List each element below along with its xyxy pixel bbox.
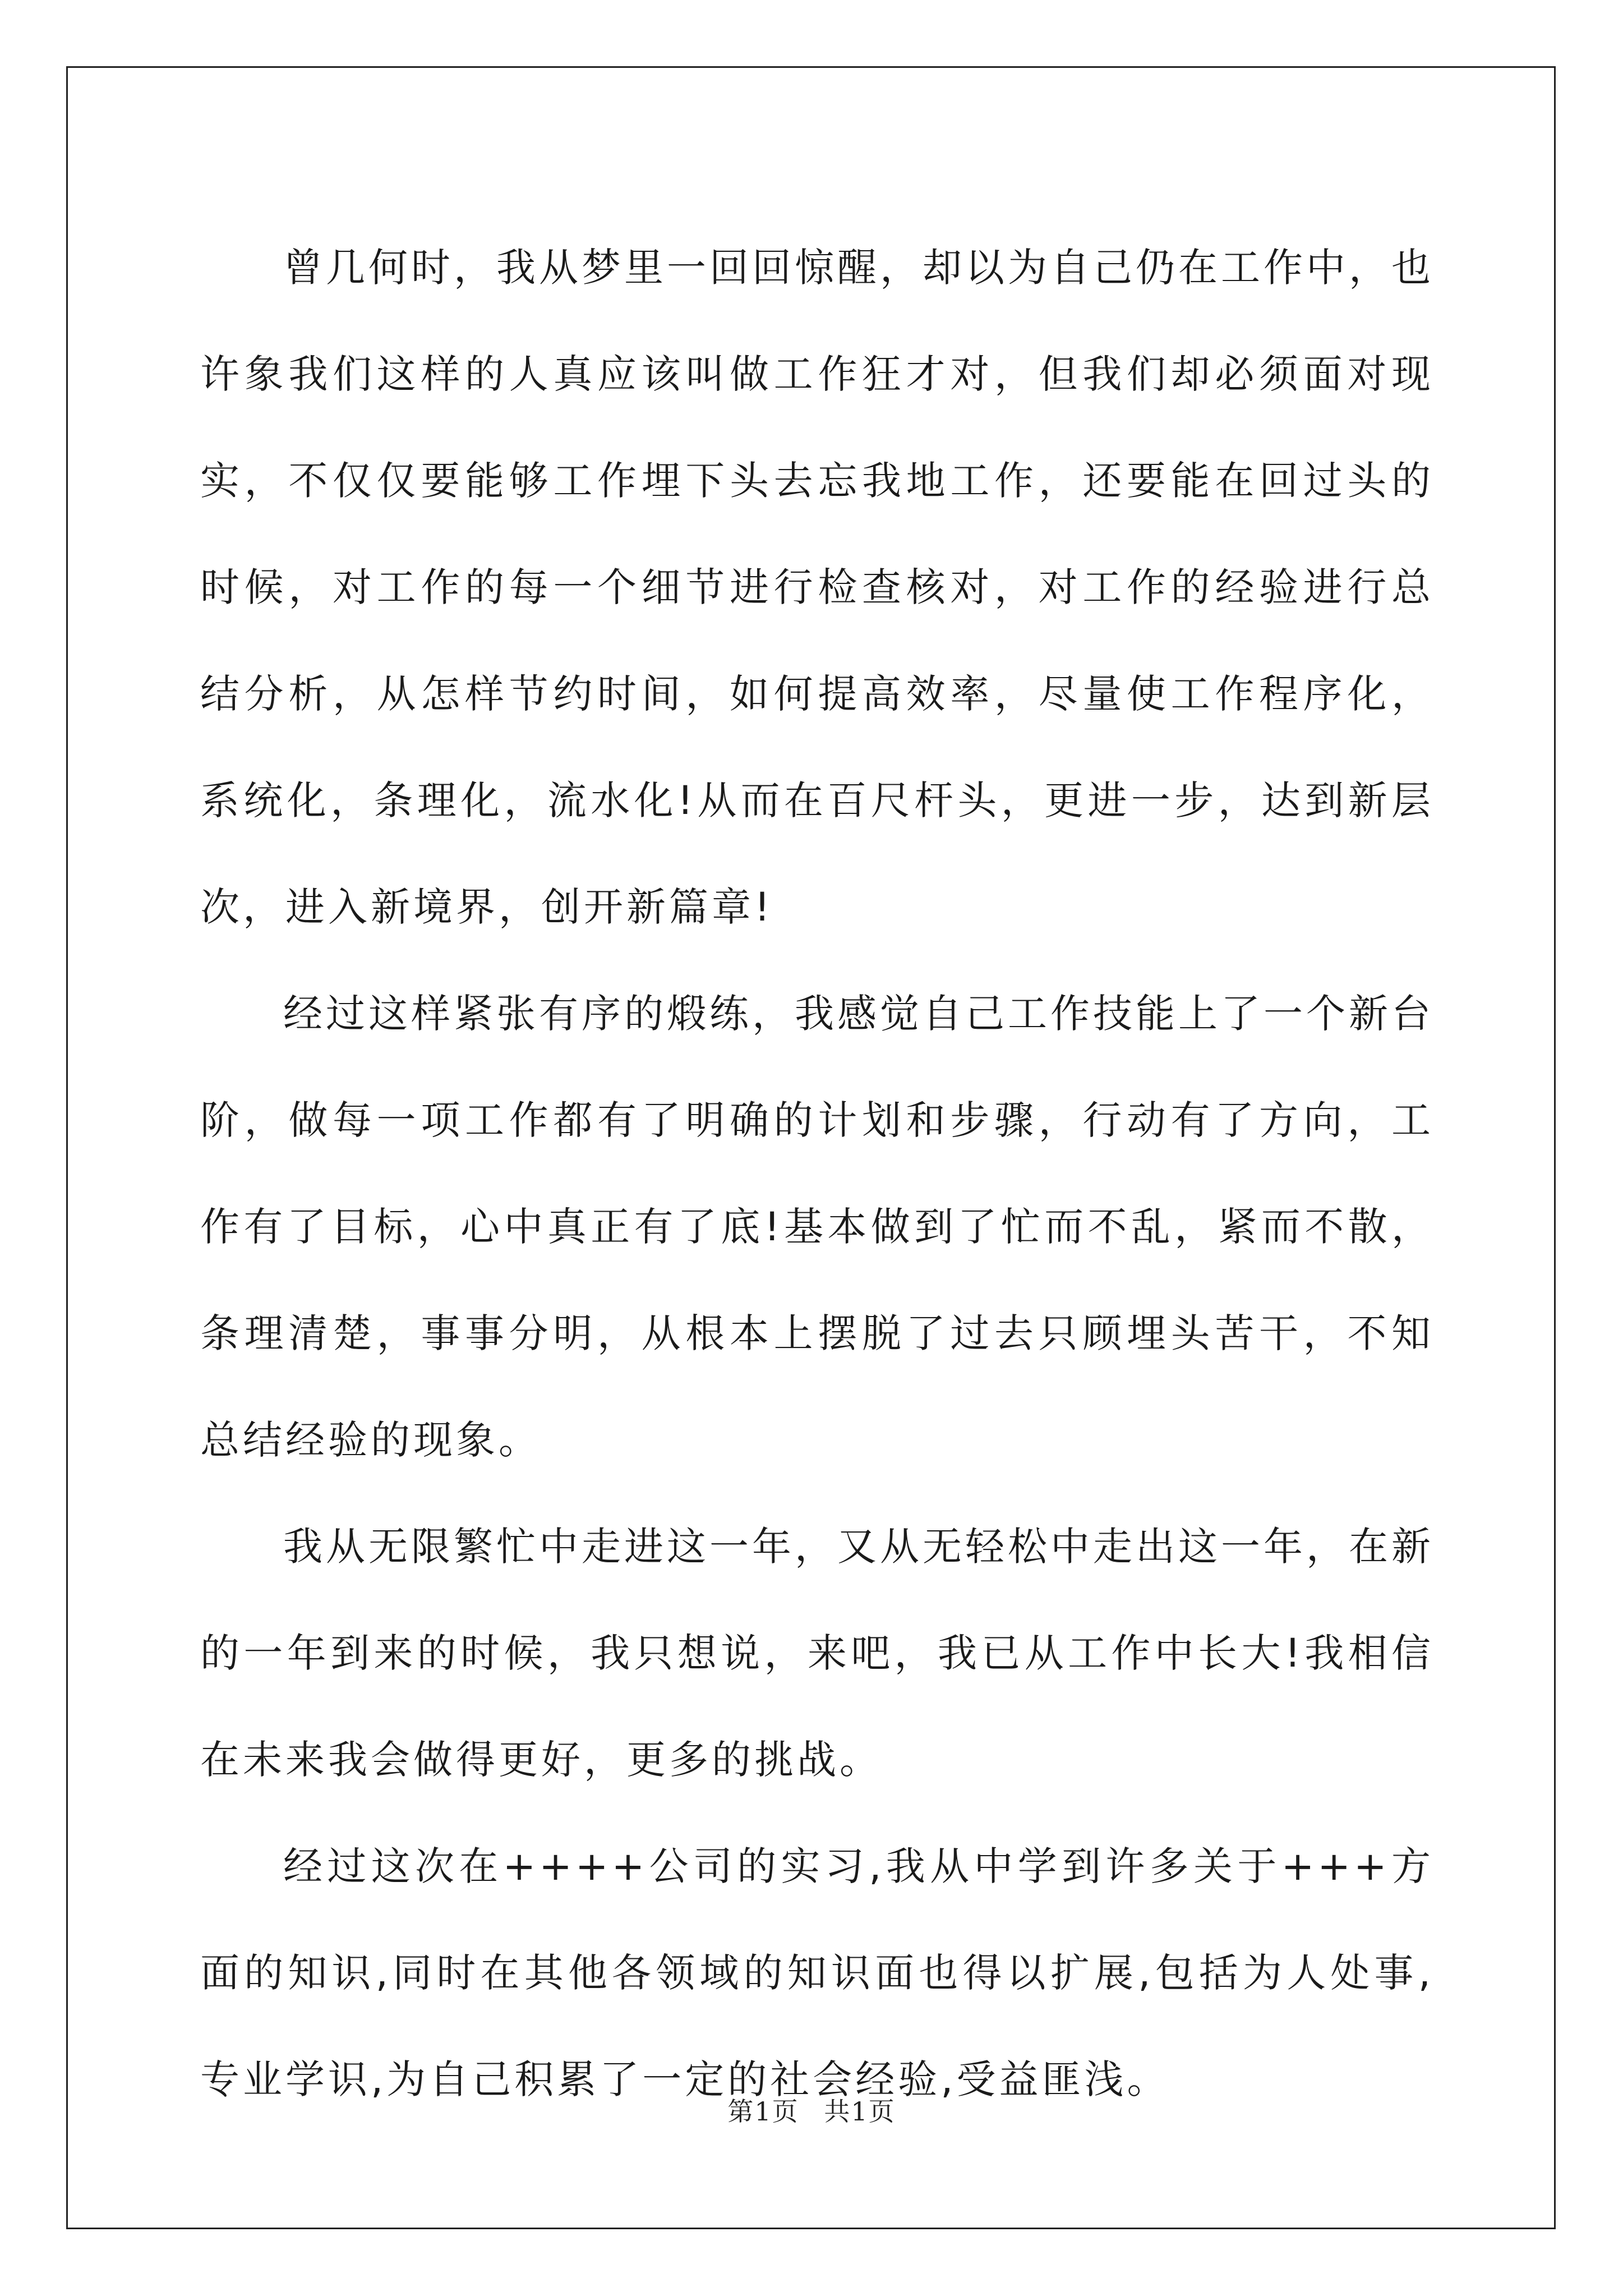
paragraph: 经过这样紧张有序的煅练，我感觉自己工作技能上了一个新台阶，做每一项工作都有了明确的计划和步骤，行动有了方向，工作有了目标，心中真正有了底!基本做到了忙而不乱，紧而不散，条理清楚，事事分明，从根本上摆脱了过去只顾埋头苦干，不知总结经验的现象。 bbox=[200, 991, 1434, 1463]
paragraph: 曾几何时，我从梦里一回回惊醒，却以为自己仍在工作中，也许象我们这样的人真应该叫做工作狂才对，但我们却必须面对现实，不仅仅要能够工作埋下头去忘我地工作，还要能在回过头的时候，对工作的每一个细节进行检查核对，对工作的经验进行总结分析，从怎样节约时间，如何提高效率，尽量使工作程序化，系统化，条理化，流水化!从而在百尺杆头，更进一步，达到新层次，进入新境界，创开新篇章! bbox=[200, 245, 1434, 930]
page-total: 共1页 bbox=[824, 2096, 896, 2127]
paragraph: 经过这次在++++公司的实习,我从中学到许多关于+++方面的知识,同时在其他各领域的知识面也得以扩展,包括为人处事,专业学识,为自己积累了一定的社会经验,受益匪浅。 bbox=[200, 1843, 1434, 2102]
paragraph: 我从无限繁忙中走进这一年，又从无轻松中走出这一年，在新的一年到来的时候，我只想说，来吧，我已从工作中长大!我相信在未来我会做得更好，更多的挑战。 bbox=[200, 1524, 1434, 1783]
page-number: 第1页 bbox=[727, 2096, 799, 2127]
page-footer bbox=[0, 2091, 1623, 2128]
document-body bbox=[200, 214, 1434, 2133]
